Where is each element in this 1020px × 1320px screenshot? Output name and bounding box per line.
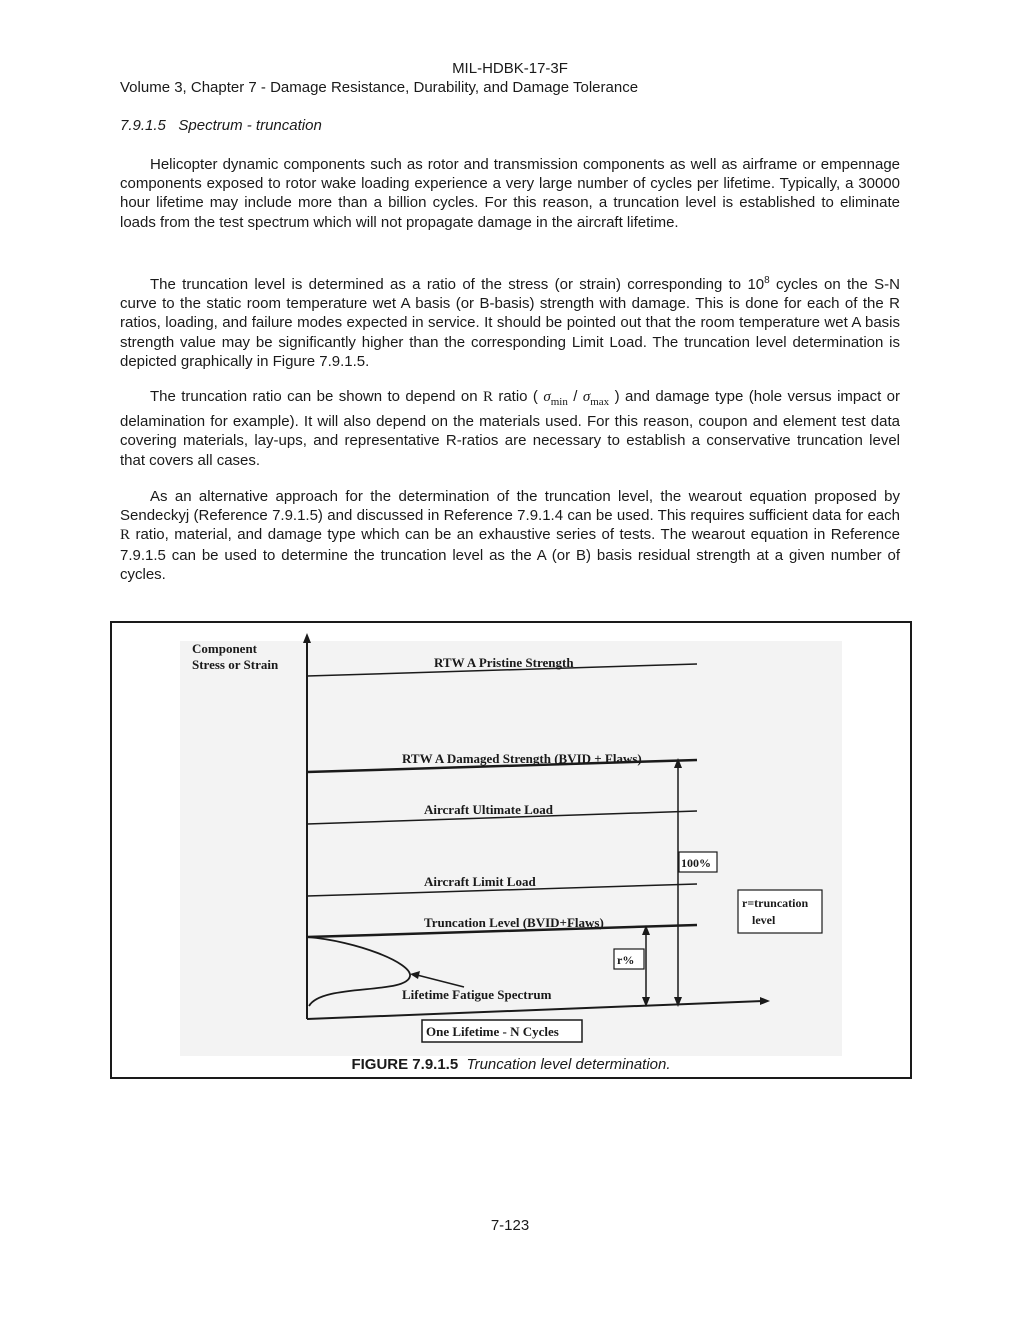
fatigue-spectrum-label: Lifetime Fatigue Spectrum (402, 987, 552, 1002)
legend-line-2: level (752, 913, 776, 927)
paragraph-1: Helicopter dynamic components such as rotor and transmission components as well as airframe or empennage components exposed to rotor wake loading experience a very large number of cycles per lifetime. Typically, a 30000 hour lifetime may include more than a billion cycles. For this reason, a truncation level is established to eliminate loads from the test spectrum which will not propagate damage in the aircraft lifetime. (120, 156, 900, 231)
y-axis-arrowhead (303, 633, 311, 643)
hundred-percent-label: 100% (681, 856, 711, 870)
r-symbol: R (482, 389, 493, 405)
paragraph-4-part-b: ratio, material, and damage type which can be an exhaustive series of tests. The wearout equation in Reference 7.9.1.5 can be used to determine the truncation level as the A (or B) basis residual strength at a given number of cycles. (120, 526, 900, 583)
section-title: Spectrum - truncation (178, 117, 322, 134)
r-symbol: R (120, 527, 131, 544)
caption-text: Truncation level determination. (466, 1056, 671, 1073)
figure-caption (112, 1056, 910, 1073)
caption-number: FIGURE 7.9.1.5 (351, 1056, 459, 1073)
limit-load-label: Aircraft Limit Load (424, 874, 536, 889)
section-number: 7.9.1.5 (120, 117, 166, 134)
figure-frame (110, 621, 912, 1079)
sigma-max-symbol: σ (582, 389, 591, 405)
legend-line-1: r=truncation (742, 896, 809, 910)
paragraph-2-part-a: The truncation level is determined as a ratio of the stress (or strain) corresponding to 10 (150, 276, 765, 293)
page-number: 7-123 (490, 1217, 530, 1234)
x-axis-label: One Lifetime - N Cycles (426, 1024, 559, 1039)
document-id: MIL-HDBK-17-3F (452, 60, 568, 77)
paragraph-3-part-c: ) and damage type (hole versus impact or delamination for example). It will also depend on the materials used. For this reason, coupon and element test data covering materials, lay-ups, and representative R-ratios are necessary to establish a conservative truncation level that covers all cases. (120, 388, 900, 469)
paragraph-2-exponent: 8 (764, 275, 770, 286)
paragraph-2 (120, 271, 900, 371)
paragraph-4-part-a: As an alternative approach for the determination of the truncation level, the wearout equation proposed by Sendeckyj (Reference 7.9.1.5) and discussed in Reference 7.9.1.4 can be used. This requires sufficient data for each (120, 488, 900, 525)
volume-chapter-line: Volume 3, Chapter 7 - Damage Resistance, Durability, and Damage Tolerance (120, 79, 639, 96)
ratio-slash: / (567, 388, 583, 405)
section-heading (120, 117, 322, 134)
paragraph-3-part-b: ratio ( (492, 388, 544, 405)
paragraph-2-part-b: cycles on the S-N curve to the static room temperature wet A basis (or B-basis) strength with damage. This is done for each of the R ratios, loading, and failure modes expected in service. It should be pointed out that the room temperature wet A basis strength value may be significantly higher than the corresponding Limit Load. The truncation level determination is depicted graphically in Figure 7.9.1.5. (120, 276, 900, 370)
sigma-min-symbol: σ (543, 389, 551, 405)
r-percent-label: r% (617, 953, 635, 967)
subscript-min: min (550, 396, 568, 408)
truncation-level-label: Truncation Level (BVID+Flaws) (424, 915, 604, 930)
ultimate-load-label: Aircraft Ultimate Load (424, 802, 554, 817)
paragraph-3-part-a: The truncation ratio can be shown to depend on (150, 388, 483, 405)
subscript-max: max (590, 396, 610, 408)
truncation-diagram (112, 623, 910, 1077)
paragraph-4 (120, 487, 900, 584)
damaged-strength-label: RTW A Damaged Strength (BVID + Flaws) (402, 751, 642, 766)
paragraph-3 (120, 387, 900, 470)
y-axis-label-line2: Stress or Strain (192, 657, 279, 672)
pristine-strength-label: RTW A Pristine Strength (434, 655, 574, 670)
y-axis-label-line1: Component (192, 641, 258, 656)
